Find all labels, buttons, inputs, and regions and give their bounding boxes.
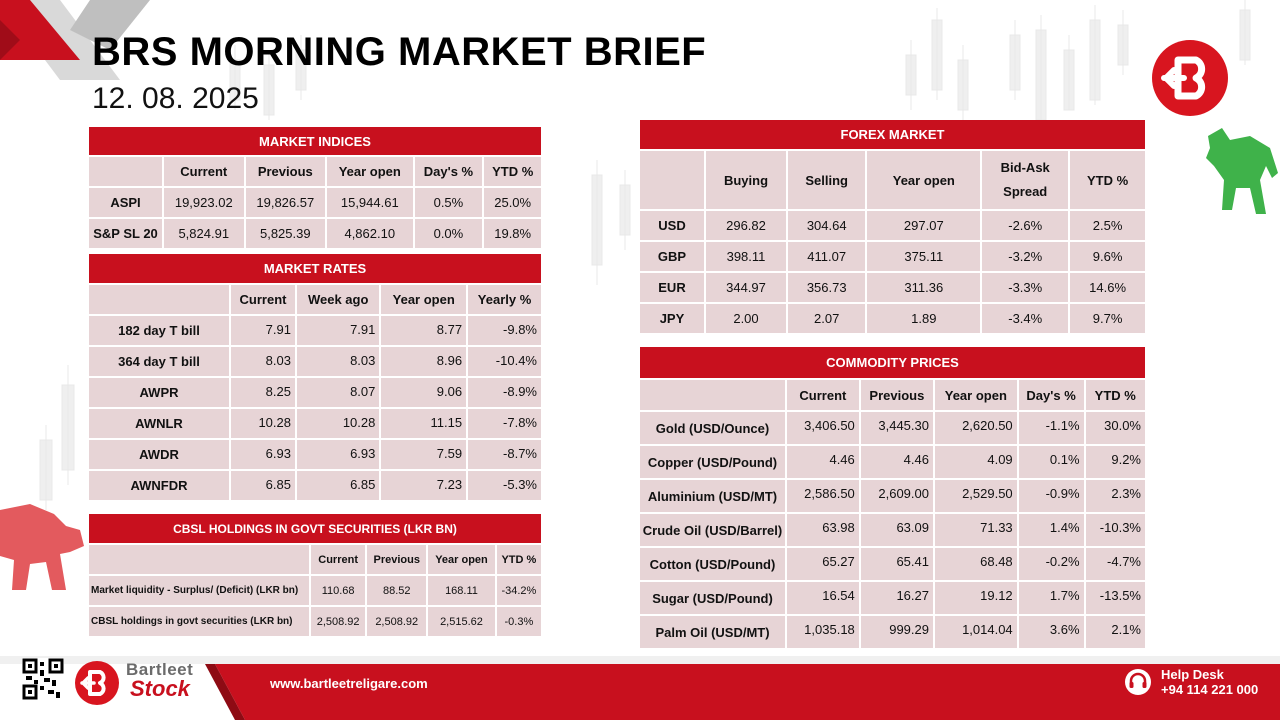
column-header: Year open (428, 545, 495, 574)
table-cell: 999.29 (861, 616, 933, 648)
row-label: 364 day T bill (89, 347, 229, 376)
table-cell: -0.9% (1019, 480, 1084, 512)
table-cell: 63.09 (861, 514, 933, 546)
qr-code-icon (22, 658, 64, 700)
cbsl-holdings-title: CBSL HOLDINGS IN GOVT SECURITIES (LKR BN) (89, 514, 541, 543)
table-row (640, 616, 1145, 648)
table-cell: 0.5% (415, 188, 483, 217)
row-label: Copper (USD/Pound) (640, 446, 785, 478)
table-row (89, 607, 541, 636)
table-row (640, 446, 1145, 478)
table-cell: -34.2% (497, 576, 541, 605)
brand-name: Bartleet (126, 660, 194, 679)
table-cell: 356.73 (788, 273, 865, 302)
row-label: GBP (640, 242, 704, 271)
row-label: Crude Oil (USD/Barrel) (640, 514, 785, 546)
table-row (89, 347, 541, 376)
forex-market-table (638, 118, 1147, 335)
market-rates-corner (89, 285, 229, 314)
table-cell: -3.3% (982, 273, 1068, 302)
table-row (640, 273, 1145, 302)
column-header: Previous (367, 545, 426, 574)
column-header: Current (311, 545, 365, 574)
row-label: JPY (640, 304, 704, 333)
table-cell: 110.68 (311, 576, 365, 605)
page-title: BRS MORNING MARKET BRIEF (92, 30, 707, 74)
row-label: Palm Oil (USD/MT) (640, 616, 785, 648)
table-cell: 2.00 (706, 304, 786, 333)
column-header: Yearly % (468, 285, 541, 314)
table-cell: 11.15 (381, 409, 466, 438)
table-cell: -10.3% (1086, 514, 1145, 546)
cbsl-holdings-table (87, 512, 543, 638)
column-header: Day's % (415, 157, 483, 186)
help-desk-label: Help Desk (1161, 667, 1224, 682)
b-logo-icon (1150, 38, 1230, 118)
table-row (640, 480, 1145, 512)
column-header: Year open (867, 151, 980, 209)
table-cell: 8.07 (297, 378, 379, 407)
row-label: EUR (640, 273, 704, 302)
table-cell: 4.46 (861, 446, 933, 478)
table-cell: -3.2% (982, 242, 1068, 271)
table-cell: 304.64 (788, 211, 865, 240)
help-desk-phone[interactable]: +94 114 221 000 (1161, 682, 1259, 697)
table-cell: 2,529.50 (935, 480, 1017, 512)
table-cell: 10.28 (231, 409, 295, 438)
table-cell: 19.12 (935, 582, 1017, 614)
table-cell: -7.8% (468, 409, 541, 438)
commodity-prices-title: COMMODITY PRICES (640, 347, 1145, 378)
row-label: CBSL holdings in govt securities (LKR bn) (89, 607, 309, 636)
row-label: USD (640, 211, 704, 240)
table-cell: 16.54 (787, 582, 859, 614)
table-cell: 10.28 (297, 409, 379, 438)
row-label: AWDR (89, 440, 229, 469)
table-cell: 71.33 (935, 514, 1017, 546)
table-cell: -8.7% (468, 440, 541, 469)
table-row (640, 211, 1145, 240)
table-cell: 6.93 (297, 440, 379, 469)
column-header: Current (231, 285, 295, 314)
table-cell: 65.41 (861, 548, 933, 580)
table-row (89, 219, 541, 248)
table-cell: 63.98 (787, 514, 859, 546)
row-label: 182 day T bill (89, 316, 229, 345)
table-cell: 296.82 (706, 211, 786, 240)
column-header: Previous (246, 157, 326, 186)
table-cell: 2.07 (788, 304, 865, 333)
bear-icon (0, 500, 86, 596)
table-cell: 375.11 (867, 242, 980, 271)
report-date: 12. 08. 2025 (92, 82, 259, 115)
table-cell: 2,515.62 (428, 607, 495, 636)
table-cell: 9.7% (1070, 304, 1145, 333)
column-header: Buying (706, 151, 786, 209)
market-rates-title: MARKET RATES (89, 254, 541, 283)
table-cell: 8.03 (297, 347, 379, 376)
table-cell: 2,609.00 (861, 480, 933, 512)
table-cell: 3.6% (1019, 616, 1084, 648)
table-cell: 88.52 (367, 576, 426, 605)
table-cell: 5,824.91 (164, 219, 244, 248)
table-cell: 9.06 (381, 378, 466, 407)
table-cell: 1,014.04 (935, 616, 1017, 648)
column-header: Year open (381, 285, 466, 314)
table-cell: 311.36 (867, 273, 980, 302)
column-header: Day's % (1019, 380, 1084, 410)
commodity-corner (640, 380, 785, 410)
table-cell: 16.27 (861, 582, 933, 614)
row-label: AWPR (89, 378, 229, 407)
table-cell: 15,944.61 (327, 188, 412, 217)
table-cell: -2.6% (982, 211, 1068, 240)
table-cell: 8.25 (231, 378, 295, 407)
column-header: Previous (861, 380, 933, 410)
table-cell: 1.7% (1019, 582, 1084, 614)
column-header: Bid-Ask Spread (982, 151, 1068, 209)
table-cell: -0.3% (497, 607, 541, 636)
row-label: AWNFDR (89, 471, 229, 500)
row-label: Aluminium (USD/MT) (640, 480, 785, 512)
table-cell: 344.97 (706, 273, 786, 302)
row-label: ASPI (89, 188, 162, 217)
table-row (640, 582, 1145, 614)
table-cell: 3,406.50 (787, 412, 859, 444)
table-cell: -3.4% (982, 304, 1068, 333)
column-header: Year open (935, 380, 1017, 410)
row-label: AWNLR (89, 409, 229, 438)
table-cell: -4.7% (1086, 548, 1145, 580)
forex-corner (640, 151, 704, 209)
table-cell: 7.23 (381, 471, 466, 500)
table-cell: 2,620.50 (935, 412, 1017, 444)
row-label: Market liquidity - Surplus/ (Deficit) (LKR bn) (89, 576, 309, 605)
table-cell: 0.1% (1019, 446, 1084, 478)
table-cell: -1.1% (1019, 412, 1084, 444)
table-row (89, 409, 541, 438)
table-cell: 19,923.02 (164, 188, 244, 217)
table-cell: -0.2% (1019, 548, 1084, 580)
table-row (89, 378, 541, 407)
table-cell: 6.93 (231, 440, 295, 469)
table-cell: 19,826.57 (246, 188, 326, 217)
table-cell: -8.9% (468, 378, 541, 407)
table-cell: 1,035.18 (787, 616, 859, 648)
row-label: Gold (USD/Ounce) (640, 412, 785, 444)
table-cell: 14.6% (1070, 273, 1145, 302)
table-cell: 5,825.39 (246, 219, 326, 248)
table-cell: 68.48 (935, 548, 1017, 580)
commodity-prices-table (638, 345, 1147, 650)
column-header: Selling (788, 151, 865, 209)
table-row (640, 548, 1145, 580)
row-label: S&P SL 20 (89, 219, 162, 248)
column-header: Week ago (297, 285, 379, 314)
column-header: YTD % (497, 545, 541, 574)
market-indices-title: MARKET INDICES (89, 127, 541, 155)
table-cell: 411.07 (788, 242, 865, 271)
table-cell: 7.91 (231, 316, 295, 345)
table-cell: 297.07 (867, 211, 980, 240)
cbsl-holdings-corner (89, 545, 309, 574)
table-cell: 8.96 (381, 347, 466, 376)
bartleet-logo-icon (74, 660, 120, 706)
table-cell: 2.5% (1070, 211, 1145, 240)
table-row (640, 242, 1145, 271)
table-cell: 398.11 (706, 242, 786, 271)
table-cell: 8.77 (381, 316, 466, 345)
forex-market-title: FOREX MARKET (640, 120, 1145, 149)
column-header: Current (787, 380, 859, 410)
table-cell: 2,508.92 (311, 607, 365, 636)
market-rates-table (87, 252, 543, 502)
brand-subname: Stock (130, 676, 190, 701)
table-cell: 2.1% (1086, 616, 1145, 648)
table-cell: 25.0% (484, 188, 541, 217)
table-cell: 30.0% (1086, 412, 1145, 444)
table-row (89, 576, 541, 605)
table-cell: 4,862.10 (327, 219, 412, 248)
table-row (640, 304, 1145, 333)
table-cell: 8.03 (231, 347, 295, 376)
table-cell: 9.6% (1070, 242, 1145, 271)
table-cell: 19.8% (484, 219, 541, 248)
row-label: Sugar (USD/Pound) (640, 582, 785, 614)
table-cell: 9.2% (1086, 446, 1145, 478)
table-cell: 4.46 (787, 446, 859, 478)
website-link[interactable]: www.bartleetreligare.com (270, 676, 428, 691)
table-cell: 2.3% (1086, 480, 1145, 512)
column-header: YTD % (484, 157, 541, 186)
table-row (89, 471, 541, 500)
table-row (89, 440, 541, 469)
table-row (640, 412, 1145, 444)
table-cell: 1.89 (867, 304, 980, 333)
headset-icon (1124, 668, 1152, 696)
table-cell: -5.3% (468, 471, 541, 500)
market-indices-table (87, 125, 543, 250)
table-cell: 1.4% (1019, 514, 1084, 546)
bull-icon (1200, 118, 1280, 218)
table-cell: -10.4% (468, 347, 541, 376)
column-header: Current (164, 157, 244, 186)
table-cell: 168.11 (428, 576, 495, 605)
table-cell: -9.8% (468, 316, 541, 345)
table-cell: 0.0% (415, 219, 483, 248)
column-header: Year open (327, 157, 412, 186)
table-cell: 3,445.30 (861, 412, 933, 444)
table-cell: 7.59 (381, 440, 466, 469)
table-row (89, 316, 541, 345)
column-header: YTD % (1070, 151, 1145, 209)
table-cell: 6.85 (231, 471, 295, 500)
table-cell: 2,508.92 (367, 607, 426, 636)
table-cell: 65.27 (787, 548, 859, 580)
table-cell: 6.85 (297, 471, 379, 500)
table-cell: 2,586.50 (787, 480, 859, 512)
column-header: YTD % (1086, 380, 1145, 410)
table-cell: -13.5% (1086, 582, 1145, 614)
table-row (640, 514, 1145, 546)
market-indices-corner (89, 157, 162, 186)
table-row (89, 188, 541, 217)
table-cell: 7.91 (297, 316, 379, 345)
row-label: Cotton (USD/Pound) (640, 548, 785, 580)
table-cell: 4.09 (935, 446, 1017, 478)
